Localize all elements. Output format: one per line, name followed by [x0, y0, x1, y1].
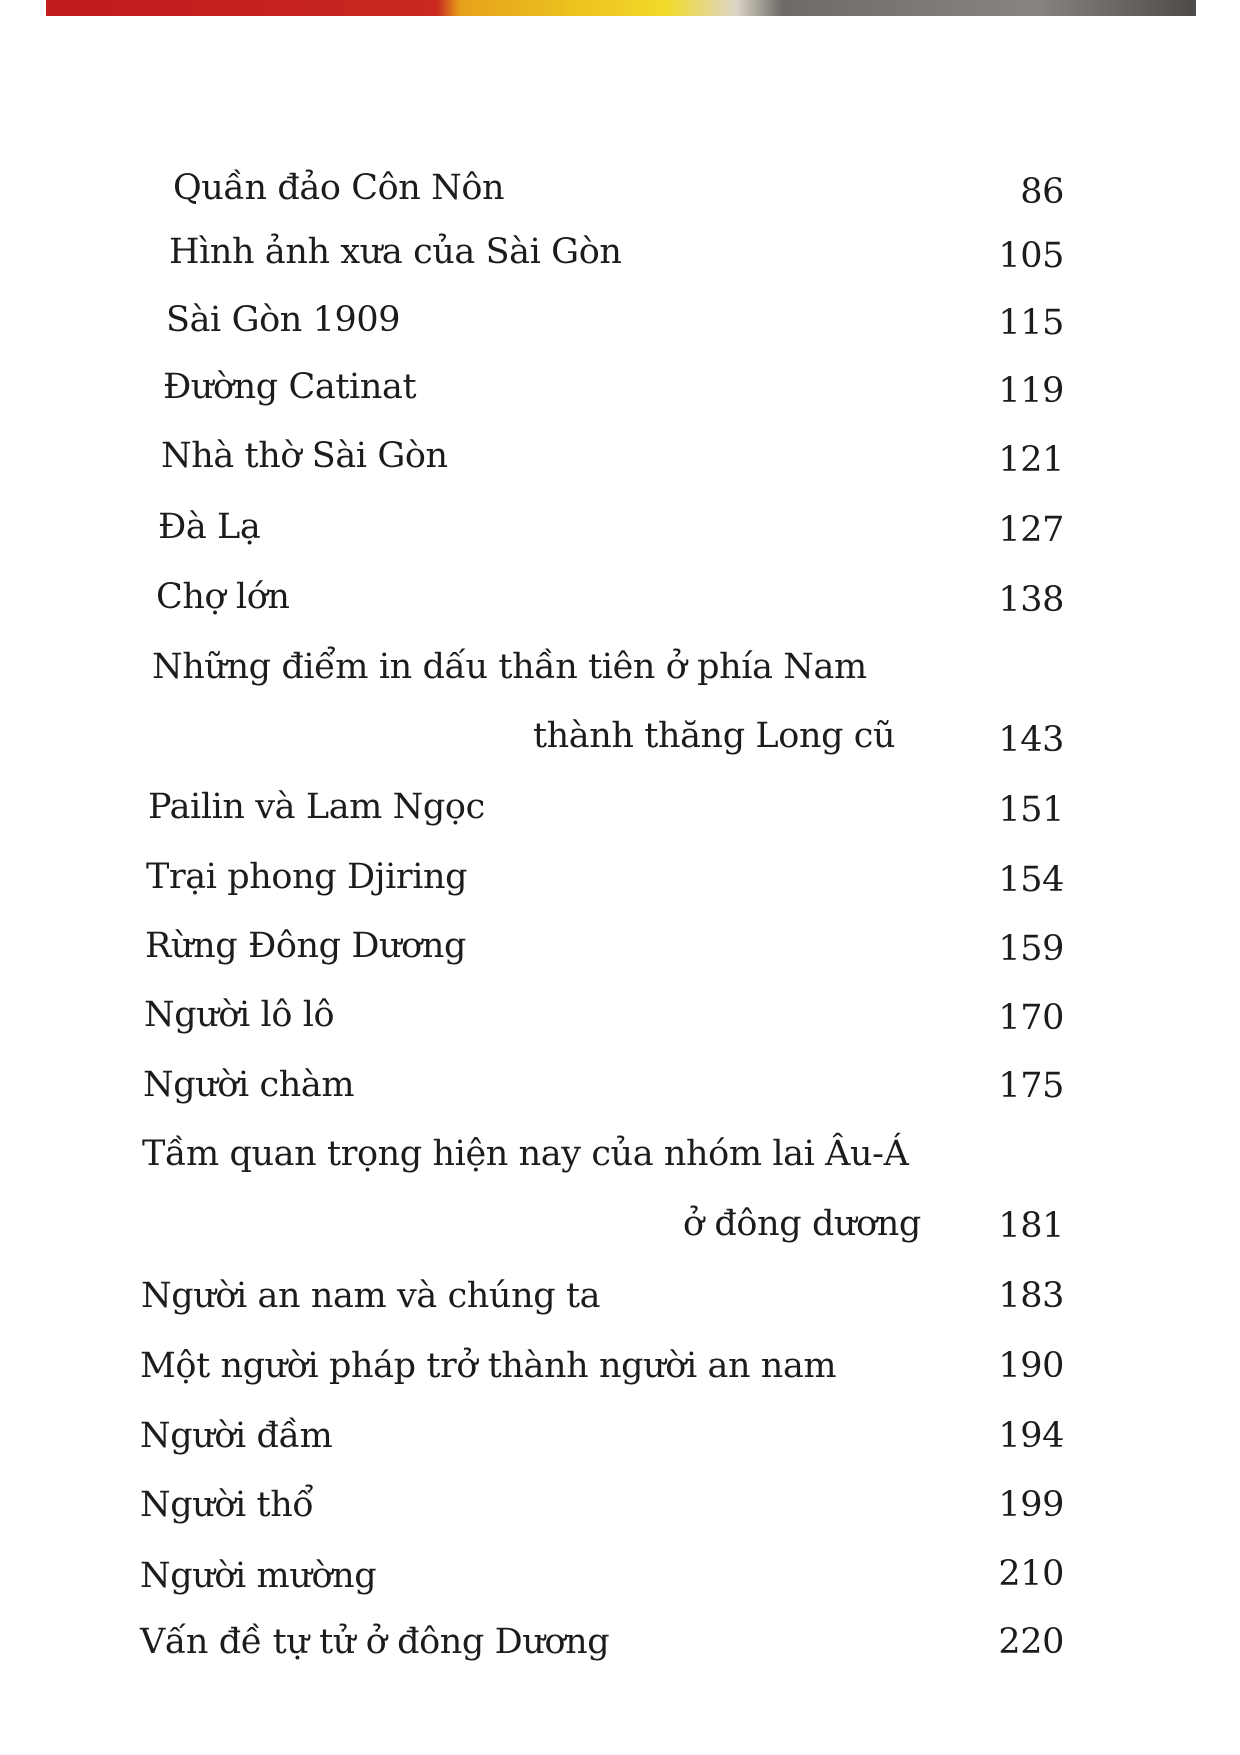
- toc-entry-page: 190: [998, 1346, 1064, 1386]
- toc-entry-title: Trại phong Djiring: [146, 857, 468, 897]
- toc-entry-page: 115: [998, 303, 1064, 343]
- toc-entry-title: Pailin và Lam Ngọc: [148, 787, 485, 827]
- toc-entry-title: Người đầm: [140, 1416, 333, 1456]
- toc-entry-page: 159: [998, 929, 1064, 969]
- toc-entry-title: Quần đảo Côn Nôn: [173, 168, 505, 208]
- toc-entry-page: 119: [998, 371, 1064, 411]
- toc-entry-title: Người an nam và chúng ta: [141, 1276, 601, 1316]
- toc-entry-continuation: thành thăng Long cũ: [533, 716, 896, 756]
- toc-entry-title: Những điểm in dấu thần tiên ở phía Nam: [152, 647, 867, 687]
- toc-entry-title: Người chàm: [143, 1065, 355, 1105]
- toc-entry-title: Rừng Đông Dương: [145, 926, 466, 966]
- toc-entry-page: 183: [998, 1276, 1064, 1316]
- toc-entry-title: Người mường: [140, 1556, 377, 1596]
- toc-entry-page: 127: [998, 510, 1064, 550]
- toc-entry-title: Vấn đề tự tử ở đông Dương: [140, 1622, 610, 1662]
- toc-entry-page: 181: [998, 1206, 1064, 1246]
- toc-entry-page: 199: [998, 1485, 1064, 1525]
- toc-entry-title: Đường Catinat: [163, 367, 417, 407]
- toc-entry-title: Người thổ: [140, 1485, 314, 1525]
- toc-entry-page: 86: [1020, 172, 1064, 212]
- toc-entry-title: Nhà thờ Sài Gòn: [161, 436, 448, 476]
- toc-entry-page: 210: [998, 1554, 1064, 1594]
- toc-entry-title: Hình ảnh xưa của Sài Gòn: [169, 232, 622, 272]
- toc-entry-title: Người lô lô: [144, 995, 335, 1035]
- toc-entry-title: Chợ lớn: [156, 577, 290, 617]
- toc-entry-page: 121: [998, 440, 1064, 480]
- toc-entry-title: Tầm quan trọng hiện nay của nhóm lai Âu-Á: [142, 1134, 909, 1174]
- toc-entry-continuation: ở đông dương: [683, 1204, 921, 1244]
- toc-entry-page: 154: [998, 860, 1064, 900]
- toc-entry-page: 194: [998, 1416, 1064, 1456]
- toc-entry-page: 138: [998, 580, 1064, 620]
- toc-entry-page: 175: [998, 1066, 1064, 1106]
- toc-entry-title: Sài Gòn 1909: [166, 300, 401, 340]
- toc-entry-page: 151: [998, 790, 1064, 830]
- toc-entry-page: 143: [998, 720, 1064, 760]
- toc-entry-page: 170: [998, 998, 1064, 1038]
- toc-entry-page: 220: [998, 1622, 1064, 1662]
- toc-entry-page: 105: [998, 236, 1064, 276]
- toc-entry-title: Một người pháp trở thành người an nam: [140, 1346, 837, 1386]
- toc-entry-title: Đà Lạ: [158, 507, 261, 547]
